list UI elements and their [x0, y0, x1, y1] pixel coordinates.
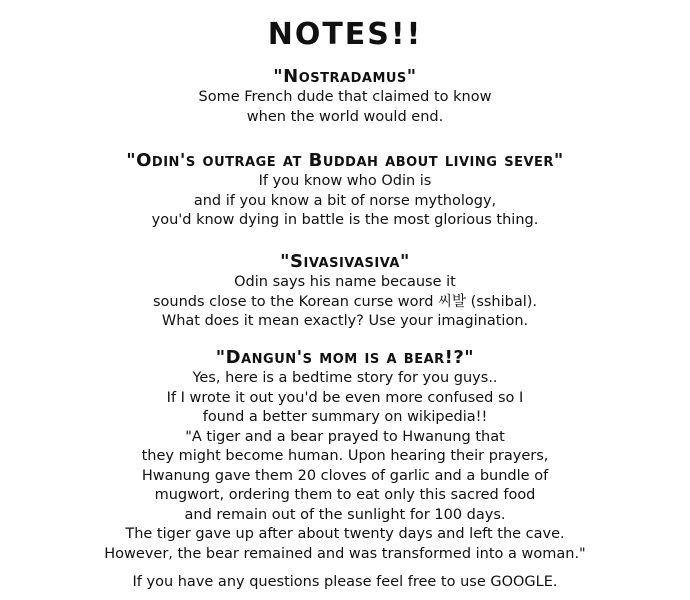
note-line: they might become human. Upon hearing their prayers, [141, 448, 549, 464]
note-heading: "Dangun's mom is a bear!?" [215, 347, 475, 368]
note-line: Hwanung gave them 20 cloves of garlic and a bundle of [141, 467, 549, 484]
note-heading: "Nostradamus" [273, 66, 417, 87]
note-line: sounds close to the Korean curse word 씨발 (sshibal). [152, 293, 538, 310]
note-line: If you know who Odin is [258, 173, 432, 189]
note-line: The tiger gave up after about twenty days and left the cave. [125, 526, 565, 542]
footer-note: If you have any questions please feel free to use GOOGLE. [132, 574, 558, 590]
note-line: If I wrote it out you'd be even more confused so I [166, 389, 524, 406]
note-section-nostradamus [0, 66, 690, 127]
note-line: "A tiger and a bear prayed to Hwanung that [185, 428, 505, 445]
note-line: and remain out of the sunlight for 100 days. [184, 506, 506, 523]
note-line: Yes, here is a bedtime story for you guys.. [192, 370, 498, 386]
note-line: and if you know a bit of norse mythology, [193, 192, 497, 209]
note-line: However, the bear remained and was transformed into a woman." [104, 545, 586, 562]
page-title: NOTES!! [267, 17, 423, 52]
note-line: when the world would end. [246, 108, 444, 125]
note-line: mugwort, ordering them to eat only this sacred food [154, 487, 536, 503]
note-heading: "Sivasivasiva" [280, 251, 410, 272]
note-line: Odin says his name because it [234, 274, 456, 290]
note-section-dangun [0, 347, 690, 564]
note-heading: "Odin's outrage at Buddah about living sever" [126, 150, 564, 171]
note-line: you'd know dying in battle is the most glorious thing. [151, 212, 539, 228]
note-line: What does it mean exactly? Use your imagination. [161, 313, 529, 329]
note-line: Some French dude that claimed to know [198, 89, 492, 105]
note-section-odin [0, 150, 690, 231]
note-section-sivasiva [0, 251, 690, 332]
note-line: found a better summary on wikipedia!! [202, 409, 488, 425]
